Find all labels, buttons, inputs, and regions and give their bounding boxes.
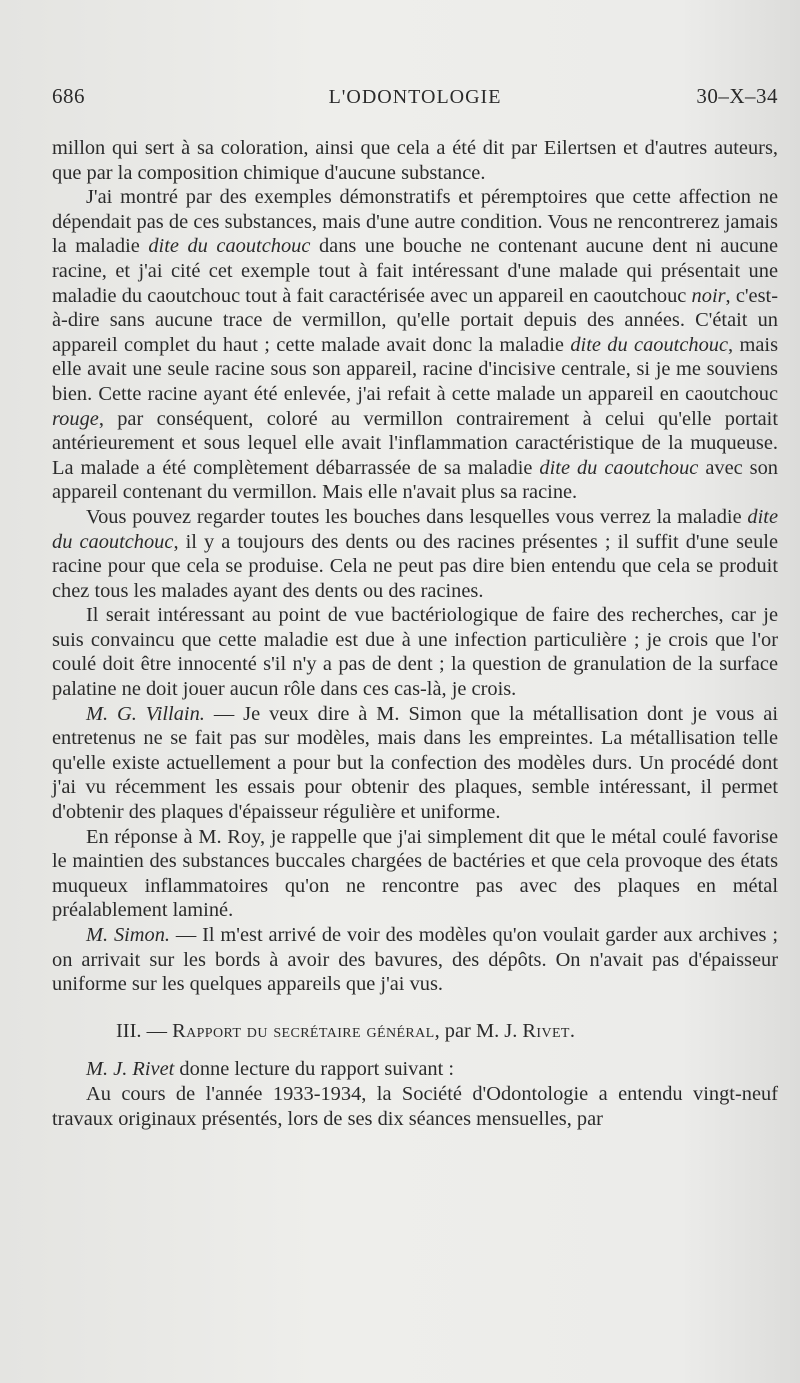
italic-text: dite du caoutchouc — [570, 333, 729, 356]
page-number: 686 — [52, 84, 85, 108]
italic-text: M. Simon. — [86, 924, 171, 946]
paragraph-3 — [52, 505, 778, 603]
text-run: , mais elle avait une seule racine sous son appareil, racine d'incisive centrale, si je me souviens bien. Cette racine ayant été enlevée, j'ai refait à cette malade un appareil en caoutchouc — [52, 333, 779, 405]
journal-title: L'ODONTOLOGIE — [328, 86, 502, 108]
text-run: avec son appareil contenant du vermillon. Mais elle n'avait plus sa racine. — [52, 456, 778, 504]
text-run: , il y a toujours des dents ou des racines présentes ; il suffit d'une seule racine pour que cela se produise. Cela ne peut pas dire bien entendu que cela se produit chez tous les malades ayant des dents ou des racines. — [52, 530, 778, 602]
text-run: III. — — [116, 1019, 173, 1042]
paragraph-rivet — [52, 1057, 778, 1082]
italic-text: dite du caoutchouc — [52, 505, 778, 553]
paragraph-simon — [52, 923, 778, 997]
italic-text: dite du caoutchouc — [539, 456, 699, 479]
italic-text: dite du caoutchouc — [148, 235, 311, 258]
italic-text: noir — [691, 284, 726, 307]
paragraph-4 — [52, 603, 778, 701]
section-heading — [52, 1019, 778, 1044]
text-run: En réponse à M. Roy, je rappelle que j'ai simplement dit que le métal coulé favorise le maintien des substances buccales chargées de bactéries et que cela provoque des états muqueux inflammatoires qu'on ne rencontre pas avec des plaques en métal préalablement laminé. — [52, 825, 778, 922]
text-run: dans une bouche ne contenant aucune dent ni aucune racine, et j'ai cité cet exemple tout à fait intéressant d'une malade qui présentait une maladie du caoutchouc tout à fait caractérisée avec un appareil en caoutchouc — [52, 235, 779, 307]
paragraph-villain — [52, 702, 778, 825]
text-run: Au cours de l'année 1933-1934, la Société d'Odontologie a entendu vingt-neuf travaux originaux présentés, lors de ses dix séances mensuelles, par — [52, 1082, 778, 1130]
text-run: J'ai montré par des exemples démonstratifs et péremptoires que cette affection ne dépendait pas de ces substances, mais d'une autre condition. Vous ne rencontrerez jamais la maladie — [52, 186, 778, 258]
italic-text: rouge — [52, 407, 99, 430]
small-caps-text: Rivet — [522, 1019, 570, 1042]
text-run: donne lecture du rapport suivant : — [174, 1058, 455, 1081]
paragraph-last — [52, 1082, 778, 1131]
italic-text: M. G. Villain. — [86, 702, 205, 725]
text-run: — Je veux dire à M. Simon que la métallisation dont je vous ai entretenus ne se fait pas sur modèles, mais dans les empreintes. La métallisation telle qu'elle existe actuellement a pour but la confection des modèles durs. Un procédé dont j'ai vu récemment les essais pour obtenir des plaques, semble intéressant, il permet d'obtenir des plaques d'épaisseur régulière et uniforme. — [52, 702, 778, 824]
small-caps-text: Rapport du secrétaire général — [172, 1019, 435, 1042]
text-run: . — [569, 1019, 575, 1042]
text-run: , par M. J. — [434, 1019, 523, 1042]
paragraph-5 — [52, 825, 778, 923]
issue-date: 30–X–34 — [696, 84, 778, 108]
text-run: — Il m'est arrivé de voir des modèles qu'on voulait garder aux archives ; on arrivait sur les bords à avoir des bavures, des dépôts. On n'avait pas d'épaisseur uniforme sur les quelques appareils que j'ai vus. — [52, 924, 778, 996]
text-run: , c'est-à-dire sans aucune trace de vermillon, qu'elle portait depuis des années. C'était un appareil complet du haut ; cette malade avait donc la maladie — [52, 284, 778, 356]
text-run: Vous pouvez regarder toutes les bouches dans lesquelles vous verrez la maladie — [86, 505, 748, 528]
text-run: millon qui sert à sa coloration, ainsi que cela a été dit par Eilertsen et d'autres auteurs, que par la composition chimique d'aucune substance. — [52, 137, 778, 184]
italic-text: M. J. Rivet — [86, 1058, 175, 1081]
paragraph-1 — [52, 136, 778, 185]
running-header — [52, 84, 778, 114]
text-run: Il serait intéressant au point de vue bactériologique de faire des recherches, car je suis convaincu que cette maladie est due à une infection particulière ; je crois que l'or coulé doit être innocenté s'il n'y a pas de dent ; la question de granulation de la surface palatine ne doit jouer aucun rôle dans ces cas-là, je crois. — [52, 604, 778, 701]
paragraph-2 — [52, 185, 778, 505]
text-run: , par conséquent, coloré au vermillon contrairement à celui qu'elle portait antérieurement et sous lequel elle avait l'inflammation caractéristique de la muqueuse. La malade a été complètement débarrassée de sa maladie — [52, 407, 778, 479]
body-text — [52, 136, 778, 1131]
